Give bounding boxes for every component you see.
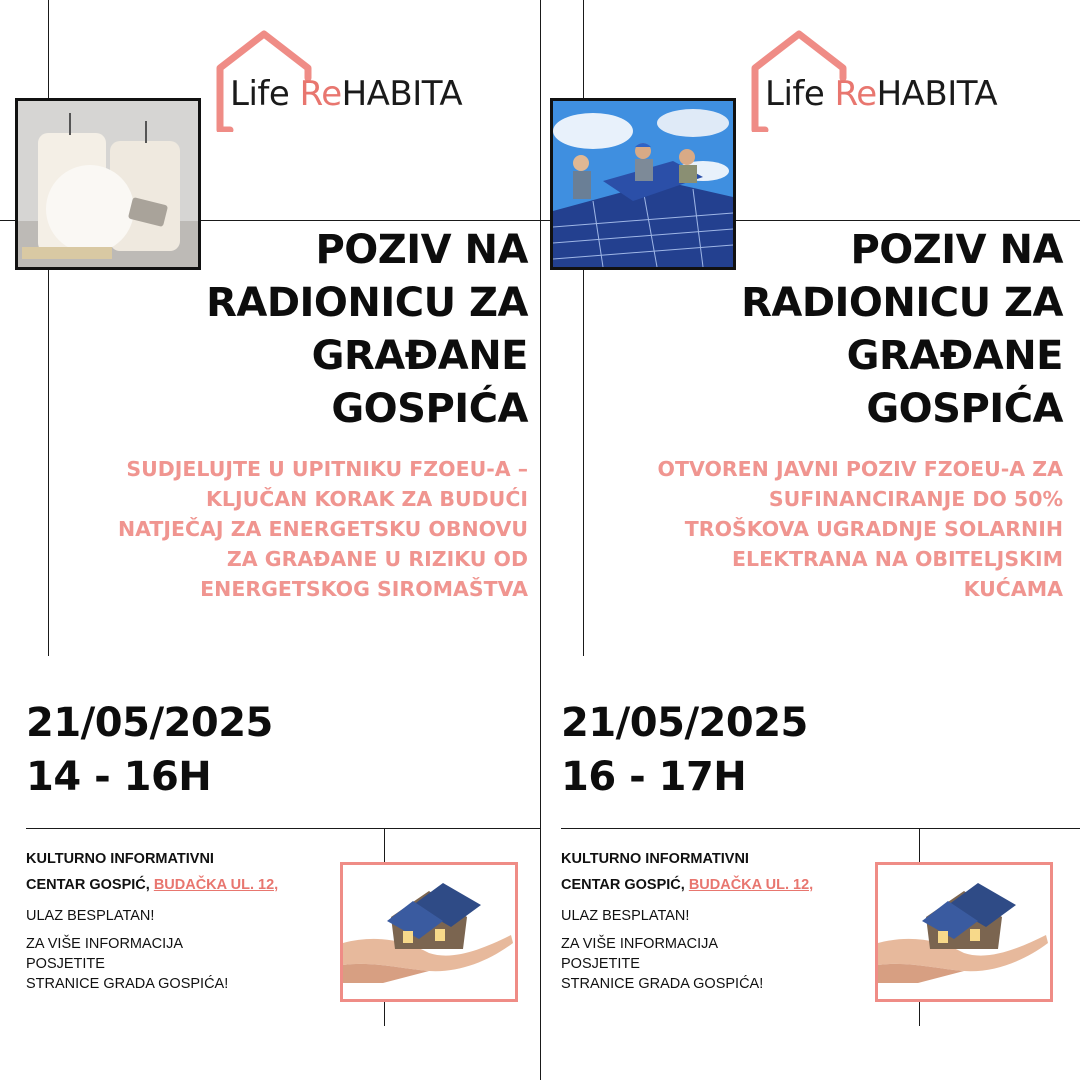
venue-name: KULTURNO INFORMATIVNI <box>26 851 214 867</box>
life-rehabita-logo <box>747 28 1037 132</box>
more-info: ZA VIŠE INFORMACIJA POSJETITE STRANICE GRADA GOSPIĆA! <box>26 936 229 992</box>
subtitle: SUDJELUJTE U UPITNIKU FZOEU-A – KLJUČAN KORAK ZA BUDUĆI NATJEČAJ ZA ENERGETSKU OBNOVU ZA GRAĐANE U RIZIKU OD ENERGETSKOG SIROMAŠTVA <box>117 457 528 601</box>
entry-note: ULAZ BESPLATAN! <box>26 908 155 924</box>
more-info: ZA VIŠE INFORMACIJA POSJETITE STRANICE GRADA GOSPIĆA! <box>561 936 764 992</box>
frame-line <box>561 828 1080 829</box>
venue-info <box>561 846 881 994</box>
page-title: POZIV NA RADIONICU ZA GRAĐANE GOSPIĆA <box>206 227 528 432</box>
frame-line <box>919 1002 920 1026</box>
logo-life: Life <box>765 74 825 114</box>
house-in-hand-photo <box>340 862 518 1002</box>
logo-re: Re <box>834 74 877 114</box>
subtitle: OTVOREN JAVNI POZIV FZOEU-A ZA SUFINANCIRANJE DO 50% TROŠKOVA UGRADNJE SOLARNIH ELEKTRANA NA OBITELJSKIM KUĆAMA <box>657 457 1063 601</box>
address-link[interactable]: BUDAČKA UL. 12, <box>688 877 814 893</box>
venue-name: KULTURNO INFORMATIVNI <box>561 851 749 867</box>
frame-line <box>384 1002 385 1026</box>
event-date: 21/05/2025 14 - 16H <box>26 700 273 800</box>
house-in-hand-photo <box>875 862 1053 1002</box>
frame-line <box>384 828 385 862</box>
panel-divider <box>540 0 541 1080</box>
frame-line <box>919 828 920 862</box>
address-link[interactable]: BUDAČKA UL. 12, <box>153 877 279 893</box>
page-title: POZIV NA RADIONICU ZA GRAĐANE GOSPIĆA <box>741 227 1063 432</box>
frame-line <box>26 828 540 829</box>
venue-info <box>26 846 346 994</box>
logo-life: Life <box>230 74 290 114</box>
logo-re: Re <box>299 74 342 114</box>
logo-habita: HABITA <box>341 74 463 114</box>
venue-name-2: CENTAR GOSPIĆ, <box>26 877 150 893</box>
entry-note: ULAZ BESPLATAN! <box>561 908 690 924</box>
flyer-right <box>540 0 1080 1080</box>
logo-habita: HABITA <box>876 74 998 114</box>
life-rehabita-logo <box>212 28 502 132</box>
event-date: 21/05/2025 16 - 17H <box>561 700 808 800</box>
venue-name-2: CENTAR GOSPIĆ, <box>561 877 685 893</box>
